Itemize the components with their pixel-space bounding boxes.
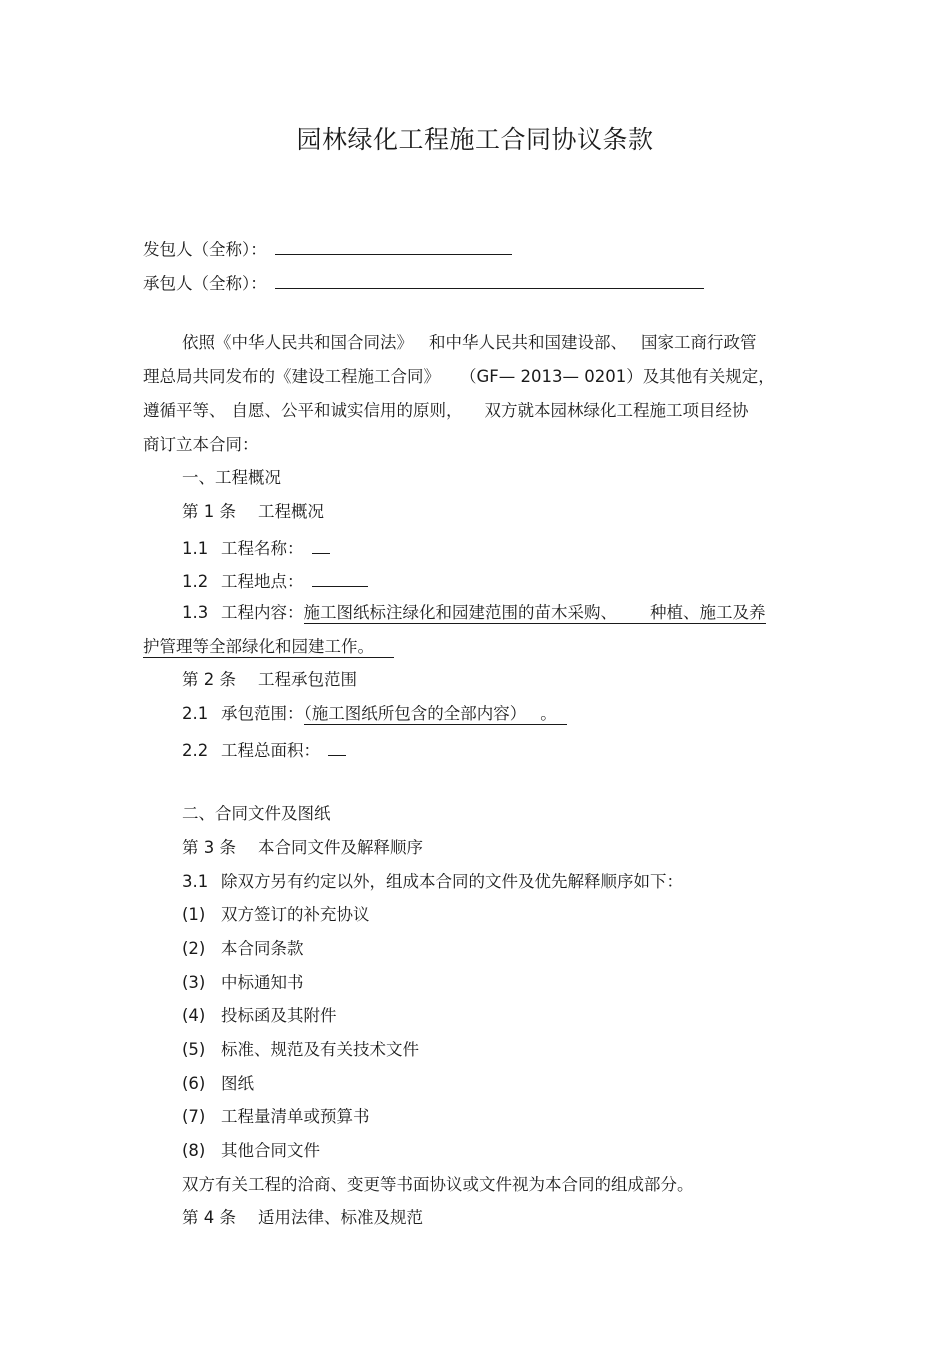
project-content-text: 施工图纸标注绿化和园建范围的苗木采购、 bbox=[303, 603, 617, 622]
intro-text: 双方就本园林绿化工程施工项目经协 bbox=[484, 401, 749, 420]
list-text: 投标函及其附件 bbox=[221, 1006, 337, 1025]
project-location-blank[interactable] bbox=[312, 568, 368, 587]
item-3-1 bbox=[182, 871, 683, 893]
list-text: 图纸 bbox=[221, 1074, 254, 1093]
item-text: 除双方另有约定以外，组成本合同的文件及优先解释顺序如下： bbox=[221, 872, 683, 891]
intro-text: （GF— 2013— 0201）及其他有关规定， bbox=[460, 367, 775, 386]
contractor-blank[interactable] bbox=[275, 270, 704, 289]
project-content-text: 种植、施工及养 bbox=[650, 603, 766, 622]
employer-row bbox=[143, 236, 512, 261]
item-number: 1.2 bbox=[182, 572, 209, 591]
list-number: (4) bbox=[182, 1006, 206, 1025]
list-item bbox=[182, 1073, 254, 1095]
list-text: 本合同条款 bbox=[221, 939, 304, 958]
list-item bbox=[182, 1140, 320, 1162]
list-number: (7) bbox=[182, 1107, 206, 1126]
intro-text: 国家工商行政管 bbox=[641, 333, 757, 352]
list-number: (1) bbox=[182, 905, 206, 924]
scope-text: （施工图纸所包含的全部内容） bbox=[303, 704, 527, 723]
item-1-3 bbox=[182, 602, 766, 624]
list-text: 工程量清单或预算书 bbox=[221, 1107, 370, 1126]
item-2-2 bbox=[182, 737, 346, 762]
list-number: (8) bbox=[182, 1141, 206, 1160]
list-item bbox=[182, 938, 304, 960]
list-number: (2) bbox=[182, 939, 206, 958]
article-title: 工程概况 bbox=[258, 502, 324, 521]
item-label: 工程地点： bbox=[221, 572, 304, 591]
total-area-blank[interactable] bbox=[328, 737, 346, 756]
article-title: 工程承包范围 bbox=[258, 670, 357, 689]
item-number: 2.1 bbox=[182, 704, 209, 723]
item-label: 工程名称： bbox=[221, 539, 304, 558]
list-text: 标准、规范及有关技术文件 bbox=[221, 1040, 419, 1059]
article-number: 第 4 条 bbox=[182, 1208, 236, 1227]
employer-label: 发包人（全称）： bbox=[143, 240, 267, 259]
project-content-value bbox=[304, 603, 766, 624]
list-item bbox=[182, 972, 304, 994]
intro-line-1 bbox=[182, 332, 757, 354]
item-label: 承包范围： bbox=[221, 704, 304, 723]
item-label: 工程内容： bbox=[221, 603, 304, 622]
contractor-label: 承包人（全称）： bbox=[143, 274, 267, 293]
item-number: 2.2 bbox=[182, 741, 209, 760]
project-content-text: 护管理等全部绿化和园建工作。 bbox=[143, 637, 374, 656]
intro-text: 理总局共同发布的《建设工程施工合同》 bbox=[143, 367, 440, 386]
employer-blank[interactable] bbox=[275, 236, 512, 255]
article-4 bbox=[182, 1207, 423, 1229]
scope-value bbox=[304, 704, 567, 725]
item-2-1 bbox=[182, 703, 567, 725]
list-number: (5) bbox=[182, 1040, 206, 1059]
closing-statement: 双方有关工程的洽商、变更等书面协议或文件视为本合同的组成部分。 bbox=[182, 1175, 694, 1194]
list-number: (6) bbox=[182, 1074, 206, 1093]
section-heading: 一、工程概况 bbox=[182, 468, 281, 487]
document-title: 园林绿化工程施工合同协议条款 bbox=[296, 125, 654, 154]
item-number: 1.3 bbox=[182, 603, 209, 622]
article-2 bbox=[182, 669, 357, 691]
article-title: 适用法律、标准及规范 bbox=[258, 1208, 423, 1227]
list-text: 双方签订的补充协议 bbox=[221, 905, 370, 924]
list-item bbox=[182, 1005, 337, 1027]
item-1-1 bbox=[182, 535, 330, 560]
article-number: 第 3 条 bbox=[182, 838, 236, 857]
intro-text: 遵循平等、 bbox=[143, 401, 226, 420]
project-name-blank[interactable] bbox=[312, 535, 330, 554]
article-3 bbox=[182, 837, 423, 859]
intro-text: 和中华人民共和国建设部、 bbox=[429, 333, 627, 352]
article-number: 第 1 条 bbox=[182, 502, 236, 521]
item-number: 3.1 bbox=[182, 872, 209, 891]
contractor-row bbox=[143, 270, 704, 295]
project-content-value bbox=[143, 637, 394, 658]
list-text: 其他合同文件 bbox=[221, 1141, 320, 1160]
intro-line-3 bbox=[143, 400, 749, 422]
item-1-3-cont bbox=[143, 636, 394, 658]
list-item bbox=[182, 1106, 370, 1128]
item-1-2 bbox=[182, 568, 368, 593]
list-item bbox=[182, 1039, 419, 1061]
item-number: 1.1 bbox=[182, 539, 209, 558]
article-title: 本合同文件及解释顺序 bbox=[258, 838, 423, 857]
intro-text: 自愿、公平和诚实信用的原则， bbox=[231, 401, 463, 420]
scope-end: 。 bbox=[540, 704, 557, 723]
list-number: (3) bbox=[182, 973, 206, 992]
intro-text: 依照《中华人民共和国合同法》 bbox=[182, 333, 413, 352]
article-1 bbox=[182, 501, 324, 523]
intro-line-2 bbox=[143, 366, 775, 388]
intro-line-4: 商订立本合同： bbox=[143, 435, 259, 454]
article-number: 第 2 条 bbox=[182, 670, 236, 689]
item-label: 工程总面积： bbox=[221, 741, 320, 760]
list-item bbox=[182, 904, 370, 926]
list-text: 中标通知书 bbox=[221, 973, 304, 992]
section-heading: 二、合同文件及图纸 bbox=[182, 804, 331, 823]
